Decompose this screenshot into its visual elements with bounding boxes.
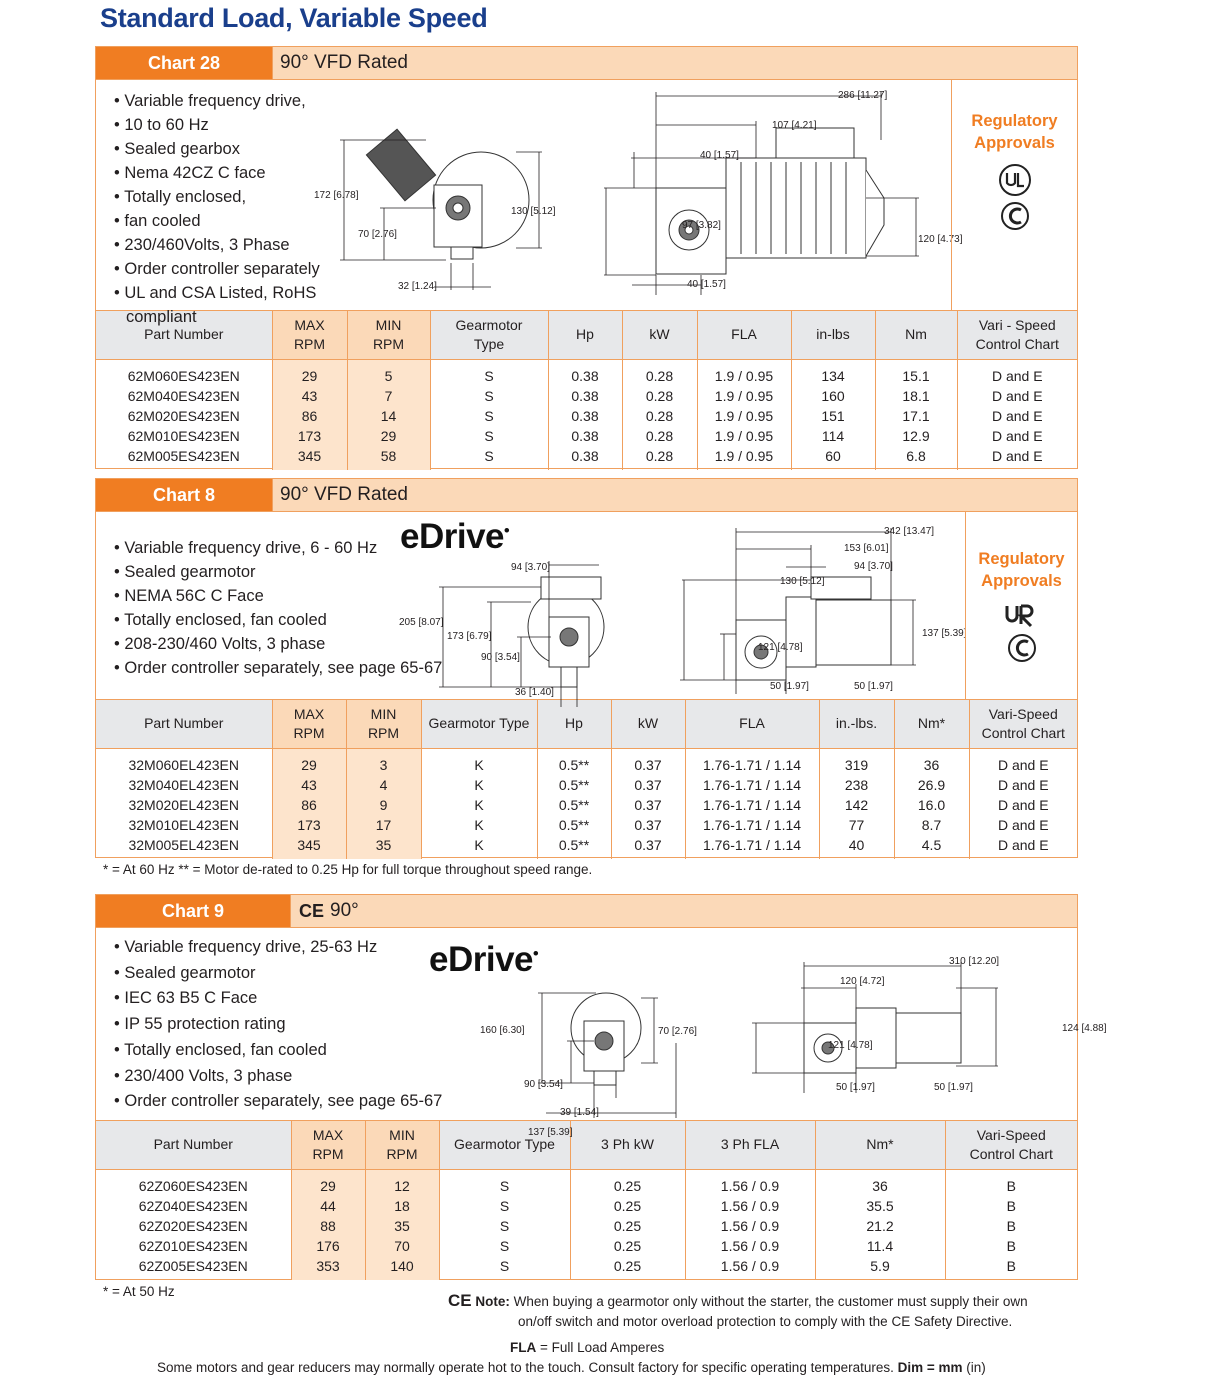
chart-tab: Chart 28 bbox=[96, 47, 273, 79]
regulatory-title: Regulatory Approvals bbox=[971, 112, 1058, 152]
column-header: 3 Ph FLA bbox=[685, 1121, 815, 1169]
dim-label: 90 [3.54] bbox=[524, 1079, 563, 1090]
feature-item: • NEMA 56C C Face bbox=[114, 584, 444, 608]
ce-mark-icon: CE bbox=[299, 900, 325, 921]
table-cell: 0.25 bbox=[570, 1216, 685, 1236]
table-cell: 43 bbox=[272, 386, 347, 406]
table-cell: 160 bbox=[791, 386, 875, 406]
table-cell: D and E bbox=[991, 367, 1043, 384]
table-cell: S bbox=[439, 1216, 570, 1236]
feature-item: • IEC 63 B5 C Face bbox=[114, 986, 444, 1012]
chart-subtitle: 90° VFD Rated bbox=[280, 52, 408, 73]
dim-label: 205 [8.07] bbox=[399, 617, 444, 628]
table-row bbox=[96, 386, 1077, 406]
dim-label: 70 [2.76] bbox=[658, 1026, 697, 1037]
table-cell: 36 bbox=[815, 1169, 945, 1196]
table-cell: S bbox=[439, 1169, 570, 1196]
dim-label: 39 [1.54] bbox=[560, 1107, 599, 1118]
feature-item: • Variable frequency drive, 6 - 60 Hz bbox=[114, 536, 444, 560]
table-cell: 1.56 / 0.9 bbox=[685, 1236, 815, 1256]
feature-item: • IP 55 protection rating bbox=[114, 1012, 444, 1038]
chart-8-section bbox=[95, 478, 1078, 858]
table-cell: S bbox=[430, 406, 548, 426]
table-cell: 0.38 bbox=[548, 359, 622, 386]
table-cell: 43 bbox=[272, 775, 346, 795]
column-header: Vari-Speed Control Chart bbox=[969, 700, 1077, 748]
table-cell: 29 bbox=[347, 426, 430, 446]
table-row bbox=[96, 426, 1077, 446]
table-cell: 5.9 bbox=[815, 1256, 945, 1280]
table-cell: 32M040EL423EN bbox=[96, 775, 272, 795]
table-cell: B bbox=[1006, 1237, 1016, 1254]
table-cell: S bbox=[439, 1256, 570, 1280]
table-cell: 1.56 / 0.9 bbox=[685, 1169, 815, 1196]
table-cell: 70 bbox=[365, 1236, 439, 1256]
dim-label: 32 [1.24] bbox=[398, 281, 437, 292]
table-cell: 0.5** bbox=[537, 775, 611, 795]
table-cell: B bbox=[1006, 1257, 1016, 1274]
feature-item: • Order controller separately, see page 65-67 bbox=[114, 1089, 444, 1115]
feature-list bbox=[114, 536, 444, 680]
column-header: FLA bbox=[697, 311, 791, 359]
table-cell: B bbox=[1006, 1217, 1016, 1234]
chart-tab: Chart 9 bbox=[96, 895, 291, 927]
table-cell: 12 bbox=[365, 1169, 439, 1196]
column-header: MAX RPM bbox=[291, 1121, 365, 1169]
dim-label: 172 [6.78] bbox=[314, 190, 359, 201]
table-cell: 60 bbox=[791, 446, 875, 470]
table-cell: 62M010ES423EN bbox=[96, 426, 272, 446]
feature-item: • Sealed gearmotor bbox=[114, 560, 444, 584]
table-cell: D and E bbox=[991, 447, 1043, 464]
feature-item: • UL and CSA Listed, RoHS compliant bbox=[114, 281, 384, 329]
column-header: 3 Ph kW bbox=[570, 1121, 685, 1169]
table-cell: 0.28 bbox=[622, 426, 697, 446]
table-cell: B bbox=[1006, 1177, 1016, 1194]
table-cell: 0.25 bbox=[570, 1236, 685, 1256]
table-cell: 26.9 bbox=[894, 775, 969, 795]
table-cell: 18 bbox=[365, 1196, 439, 1216]
front-view-drawing bbox=[399, 557, 641, 698]
chart-header bbox=[96, 479, 1077, 512]
dim-label: 50 [1.97] bbox=[854, 681, 893, 692]
feature-item: • fan cooled bbox=[114, 209, 384, 233]
table-cell: 1.76-1.71 / 1.14 bbox=[685, 815, 819, 835]
table-cell: 345 bbox=[272, 835, 346, 859]
dim-label: 40 [1.57] bbox=[700, 150, 739, 161]
front-view-drawing bbox=[314, 80, 576, 311]
column-header: Vari-Speed Control Chart bbox=[945, 1121, 1077, 1169]
table-cell: 88 bbox=[291, 1216, 365, 1236]
table-cell: 29 bbox=[291, 1169, 365, 1196]
table-cell: 0.38 bbox=[548, 446, 622, 470]
table-cell: 35.5 bbox=[815, 1196, 945, 1216]
chart-info-panel bbox=[96, 928, 1107, 1138]
feature-item: • Order controller separately, see page 65-67 bbox=[114, 656, 444, 680]
table-row bbox=[96, 359, 1077, 386]
dim-label: 50 [1.97] bbox=[836, 1082, 875, 1093]
dim-label: 173 [6.79] bbox=[447, 631, 492, 642]
table-cell: 0.25 bbox=[570, 1196, 685, 1216]
table-cell: 36 bbox=[894, 748, 969, 775]
table-cell: 0.28 bbox=[622, 446, 697, 470]
table-cell: 62M020ES423EN bbox=[96, 406, 272, 426]
column-header: Gearmotor Type bbox=[421, 700, 537, 748]
side-view-drawing bbox=[736, 948, 1107, 1108]
table-cell: D and E bbox=[997, 836, 1049, 853]
table-cell: D and E bbox=[997, 796, 1049, 813]
regulatory-approvals bbox=[965, 512, 1077, 699]
table-cell: 62Z010ES423EN bbox=[96, 1236, 291, 1256]
table-cell: 142 bbox=[819, 795, 894, 815]
table-row bbox=[96, 1216, 1077, 1236]
table-cell: 32M060EL423EN bbox=[96, 748, 272, 775]
feature-item: • Totally enclosed, fan cooled bbox=[114, 608, 444, 632]
column-header: Part Number bbox=[96, 1121, 291, 1169]
dim-label: 94 [3.70] bbox=[854, 561, 893, 572]
feature-item: • Sealed gearbox bbox=[114, 137, 384, 161]
table-cell: 11.4 bbox=[815, 1236, 945, 1256]
dim-label: 121 [4.78] bbox=[828, 1040, 873, 1051]
table-cell: S bbox=[430, 426, 548, 446]
dim-label: 124 [4.88] bbox=[1062, 1023, 1107, 1034]
ur-recognized-icon bbox=[997, 600, 1047, 670]
dim-label: 120 [4.73] bbox=[918, 234, 963, 245]
chart-8-table bbox=[96, 700, 1077, 859]
chart-9-section bbox=[95, 894, 1107, 1280]
table-cell: 17.1 bbox=[875, 406, 957, 426]
table-cell: 1.56 / 0.9 bbox=[685, 1196, 815, 1216]
table-body bbox=[96, 359, 1077, 470]
table-row bbox=[96, 1196, 1077, 1216]
table-cell: 58 bbox=[347, 446, 430, 470]
table-cell: 15.1 bbox=[875, 359, 957, 386]
table-row bbox=[96, 795, 1077, 815]
chart-28-section bbox=[95, 46, 1078, 469]
table-cell: D and E bbox=[991, 387, 1043, 404]
table-cell: 0.28 bbox=[622, 359, 697, 386]
ce-note bbox=[448, 1291, 1028, 1332]
table-cell: 12.9 bbox=[875, 426, 957, 446]
table-cell: 134 bbox=[791, 359, 875, 386]
table-cell: S bbox=[439, 1196, 570, 1216]
table-cell: 18.1 bbox=[875, 386, 957, 406]
feature-item: • 230/460Volts, 3 Phase bbox=[114, 233, 384, 257]
table-cell: B bbox=[1006, 1197, 1016, 1214]
table-cell: 0.37 bbox=[611, 775, 685, 795]
table-cell: 0.5** bbox=[537, 815, 611, 835]
table-cell: 1.9 / 0.95 bbox=[697, 446, 791, 470]
column-header: MAX RPM bbox=[272, 311, 347, 359]
table-cell: 62Z005ES423EN bbox=[96, 1256, 291, 1280]
table-cell: 35 bbox=[346, 835, 421, 859]
chart-info-panel bbox=[96, 512, 1077, 700]
table-cell: 173 bbox=[272, 426, 347, 446]
ce-note-label: Note: bbox=[475, 1294, 510, 1309]
table-cell: 44 bbox=[291, 1196, 365, 1216]
table-header-row bbox=[96, 700, 1077, 748]
edrive-logo: eDrive• bbox=[400, 517, 510, 556]
table-cell: K bbox=[421, 775, 537, 795]
table-cell: 0.5** bbox=[537, 748, 611, 775]
page-title: Standard Load, Variable Speed bbox=[100, 3, 488, 33]
ce-note-text: When buying a gearmotor only without the starter, the customer must supply their own bbox=[513, 1294, 1028, 1309]
table-cell: 1.9 / 0.95 bbox=[697, 406, 791, 426]
fla-definition: FLA = Full Load Amperes bbox=[510, 1340, 665, 1355]
table-cell: 86 bbox=[272, 406, 347, 426]
feature-item: • Variable frequency drive, bbox=[114, 89, 384, 113]
table-cell: 14 bbox=[347, 406, 430, 426]
column-header: Gearmotor Type bbox=[430, 311, 548, 359]
table-cell: K bbox=[421, 795, 537, 815]
dim-label: 50 [1.97] bbox=[934, 1082, 973, 1093]
ul-listed-icon bbox=[990, 164, 1040, 234]
feature-item: • Totally enclosed, bbox=[114, 185, 384, 209]
table-cell: 1.9 / 0.95 bbox=[697, 386, 791, 406]
table-cell: S bbox=[430, 386, 548, 406]
column-header: Gearmotor Type bbox=[439, 1121, 570, 1169]
table-row bbox=[96, 748, 1077, 775]
table-cell: 1.76-1.71 / 1.14 bbox=[685, 748, 819, 775]
table-cell: 1.56 / 0.9 bbox=[685, 1216, 815, 1236]
table-cell: D and E bbox=[997, 756, 1049, 773]
column-header: kW bbox=[622, 311, 697, 359]
feature-item: • Order controller separately bbox=[114, 257, 384, 281]
table-cell: K bbox=[421, 835, 537, 859]
column-header: MIN RPM bbox=[365, 1121, 439, 1169]
dim-label: 50 [1.97] bbox=[770, 681, 809, 692]
table-cell: D and E bbox=[997, 776, 1049, 793]
chart-info-panel bbox=[96, 80, 1077, 326]
chart-header bbox=[96, 47, 1077, 80]
front-view-drawing bbox=[476, 983, 716, 1138]
feature-item: • Sealed gearmotor bbox=[114, 961, 444, 987]
table-cell: K bbox=[421, 748, 537, 775]
column-header: MAX RPM bbox=[272, 700, 346, 748]
dim-label: 70 [2.76] bbox=[358, 229, 397, 240]
dim-label: 130 [5.12] bbox=[511, 206, 556, 217]
ce-mark-icon: CE bbox=[448, 1291, 472, 1310]
dim-label: 310 [12.20] bbox=[949, 956, 1000, 967]
column-header: Nm bbox=[875, 311, 957, 359]
table-cell: 17 bbox=[346, 815, 421, 835]
column-header: Hp bbox=[537, 700, 611, 748]
table-cell: 1.9 / 0.95 bbox=[697, 359, 791, 386]
table-row bbox=[96, 1169, 1077, 1196]
chart-tab: Chart 8 bbox=[96, 479, 273, 511]
table-cell: 1.9 / 0.95 bbox=[697, 426, 791, 446]
table-cell: 21.2 bbox=[815, 1216, 945, 1236]
table-cell: 0.5** bbox=[537, 795, 611, 815]
table-row bbox=[96, 446, 1077, 470]
feature-item: • 10 to 60 Hz bbox=[114, 113, 384, 137]
table-cell: 8.7 bbox=[894, 815, 969, 835]
table-cell: 0.37 bbox=[611, 815, 685, 835]
column-header: Nm* bbox=[894, 700, 969, 748]
table-cell: 5 bbox=[347, 359, 430, 386]
edrive-logo: eDrive• bbox=[429, 940, 539, 979]
regulatory-approvals bbox=[951, 80, 1077, 310]
dim-label: 90 [3.54] bbox=[481, 652, 520, 663]
table-row bbox=[96, 775, 1077, 795]
table-cell: 0.28 bbox=[622, 406, 697, 426]
dim-label: 94 [3.70] bbox=[511, 562, 550, 573]
table-cell: 140 bbox=[365, 1256, 439, 1280]
table-cell: S bbox=[430, 359, 548, 386]
table-cell: 16.0 bbox=[894, 795, 969, 815]
table-cell: 62M060ES423EN bbox=[96, 359, 272, 386]
chart-8-footnote: * = At 60 Hz ** = Motor de-rated to 0.25 Hp for full torque throughout speed range. bbox=[103, 862, 593, 877]
table-cell: 1.76-1.71 / 1.14 bbox=[685, 795, 819, 815]
table-body bbox=[96, 1169, 1077, 1280]
table-cell: 1.76-1.71 / 1.14 bbox=[685, 775, 819, 795]
table-cell: D and E bbox=[997, 816, 1049, 833]
feature-item: • Variable frequency drive, 25-63 Hz bbox=[114, 935, 444, 961]
chart-subtitle: 90° VFD Rated bbox=[280, 484, 408, 505]
table-cell: 0.38 bbox=[548, 426, 622, 446]
table-cell: 29 bbox=[272, 748, 346, 775]
dim-label: 36 [1.40] bbox=[515, 687, 554, 698]
table-cell: 62M005ES423EN bbox=[96, 446, 272, 470]
column-header: MIN RPM bbox=[346, 700, 421, 748]
table-header-row bbox=[96, 1121, 1077, 1169]
table-cell: 176 bbox=[291, 1236, 365, 1256]
table-cell: 345 bbox=[272, 446, 347, 470]
table-cell: 4 bbox=[346, 775, 421, 795]
approval-icons bbox=[952, 164, 1077, 239]
column-header: kW bbox=[611, 700, 685, 748]
table-cell: 9 bbox=[346, 795, 421, 815]
table-cell: 62Z040ES423EN bbox=[96, 1196, 291, 1216]
dim-label: 137 [5.39] bbox=[528, 1127, 573, 1138]
column-header: Vari - Speed Control Chart bbox=[957, 311, 1077, 359]
table-cell: 0.5** bbox=[537, 835, 611, 859]
table-cell: 62Z020ES423EN bbox=[96, 1216, 291, 1236]
table-body bbox=[96, 748, 1077, 859]
chart-28-table bbox=[96, 311, 1077, 470]
table-cell: 238 bbox=[819, 775, 894, 795]
dim-label: 160 [6.30] bbox=[480, 1025, 525, 1036]
table-cell: 0.38 bbox=[548, 386, 622, 406]
table-cell: S bbox=[430, 446, 548, 470]
approval-icons bbox=[966, 600, 1077, 675]
chart-subtitle: CE 90° bbox=[299, 900, 359, 921]
table-cell: 0.25 bbox=[570, 1169, 685, 1196]
dim-label: 107 [4.21] bbox=[772, 120, 817, 131]
table-cell: 1.56 / 0.9 bbox=[685, 1256, 815, 1280]
dim-label: 130 [5.12] bbox=[780, 576, 825, 587]
table-cell: S bbox=[439, 1236, 570, 1256]
table-cell: 32M020EL423EN bbox=[96, 795, 272, 815]
table-cell: 4.5 bbox=[894, 835, 969, 859]
table-cell: 1.76-1.71 / 1.14 bbox=[685, 835, 819, 859]
table-cell: 32M005EL423EN bbox=[96, 835, 272, 859]
dim-label: 97 [3.82] bbox=[682, 220, 721, 231]
feature-item: • Nema 42CZ C face bbox=[114, 161, 384, 185]
table-cell: 151 bbox=[791, 406, 875, 426]
table-cell: K bbox=[421, 815, 537, 835]
column-header: MIN RPM bbox=[347, 311, 430, 359]
dim-label: 120 [4.72] bbox=[840, 976, 885, 987]
table-cell: 86 bbox=[272, 795, 346, 815]
table-cell: 0.37 bbox=[611, 835, 685, 859]
table-cell: 62M040ES423EN bbox=[96, 386, 272, 406]
feature-item: • Totally enclosed, fan cooled bbox=[114, 1038, 444, 1064]
chart-header bbox=[96, 895, 1077, 928]
table-row bbox=[96, 835, 1077, 859]
table-cell: 62Z060ES423EN bbox=[96, 1169, 291, 1196]
table-cell: 32M010EL423EN bbox=[96, 815, 272, 835]
table-cell: 35 bbox=[365, 1216, 439, 1236]
table-cell: 0.38 bbox=[548, 406, 622, 426]
table-cell: 0.25 bbox=[570, 1256, 685, 1280]
table-cell: 319 bbox=[819, 748, 894, 775]
table-cell: 3 bbox=[346, 748, 421, 775]
table-row bbox=[96, 815, 1077, 835]
dim-label: 342 [13.47] bbox=[884, 526, 935, 537]
chart-9-footnote: * = At 50 Hz bbox=[103, 1284, 175, 1299]
side-view-drawing bbox=[666, 512, 966, 700]
dim-label: 286 [11.27] bbox=[838, 90, 888, 101]
table-cell: 353 bbox=[291, 1256, 365, 1280]
table-cell: D and E bbox=[991, 427, 1043, 444]
table-cell: 29 bbox=[272, 359, 347, 386]
column-header: in-lbs bbox=[791, 311, 875, 359]
column-header: Hp bbox=[548, 311, 622, 359]
chart-9-table bbox=[96, 1121, 1077, 1280]
feature-item: • 208-230/460 Volts, 3 phase bbox=[114, 632, 444, 656]
table-cell: 6.8 bbox=[875, 446, 957, 470]
bottom-note: Some motors and gear reducers may normally operate hot to the touch. Consult factory for specific operating temperatures. Dim = mm (in) bbox=[157, 1360, 986, 1375]
table-cell: 7 bbox=[347, 386, 430, 406]
dim-label: 121 [4.78] bbox=[758, 642, 803, 653]
table-row bbox=[96, 1236, 1077, 1256]
feature-item: • 230/400 Volts, 3 phase bbox=[114, 1064, 444, 1090]
column-header: Part Number bbox=[96, 311, 272, 359]
dim-label: 40 [1.57] bbox=[687, 279, 726, 290]
column-header: in.-lbs. bbox=[819, 700, 894, 748]
column-header: FLA bbox=[685, 700, 819, 748]
dim-label: 137 [5.39] bbox=[922, 628, 967, 639]
table-row bbox=[96, 406, 1077, 426]
ce-note-text: on/off switch and motor overload protection to comply with the CE Safety Directive. bbox=[518, 1314, 1013, 1329]
side-view-drawing bbox=[576, 80, 966, 311]
table-cell: 0.37 bbox=[611, 748, 685, 775]
regulatory-title: Regulatory Approvals bbox=[978, 550, 1065, 590]
column-header: Part Number bbox=[96, 700, 272, 748]
table-row bbox=[96, 1256, 1077, 1280]
table-cell: 0.37 bbox=[611, 795, 685, 815]
table-cell: 40 bbox=[819, 835, 894, 859]
table-cell: 77 bbox=[819, 815, 894, 835]
table-cell: D and E bbox=[991, 407, 1043, 424]
table-cell: 114 bbox=[791, 426, 875, 446]
feature-list bbox=[114, 935, 444, 1115]
dim-label: 153 [6.01] bbox=[844, 543, 889, 554]
column-header: Nm* bbox=[815, 1121, 945, 1169]
table-cell: 173 bbox=[272, 815, 346, 835]
table-cell: 0.28 bbox=[622, 386, 697, 406]
